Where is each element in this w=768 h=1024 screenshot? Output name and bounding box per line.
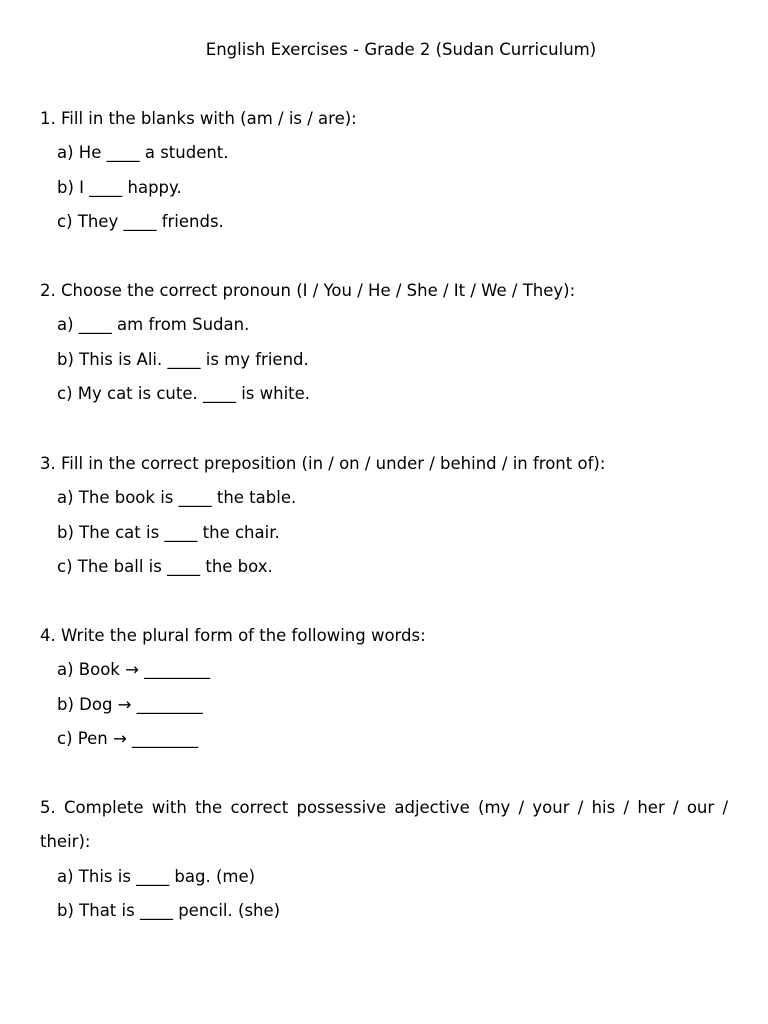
exercise-5 xyxy=(40,791,728,929)
exercise-4-item-a: a) Book → ________ xyxy=(57,660,211,680)
exercise-3-item-a: a) The book is ____ the table. xyxy=(57,488,297,508)
exercise-3-item-b: b) The cat is ____ the chair. xyxy=(57,522,280,542)
worksheet-title: English Exercises - Grade 2 (Sudan Curriculum) xyxy=(205,40,597,59)
exercise-5-item-b: b) That is ____ pencil. (she) xyxy=(57,901,281,921)
exercise-4 xyxy=(40,619,728,757)
exercise-1 xyxy=(40,102,728,240)
exercise-3 xyxy=(40,447,728,585)
exercise-3-item-c: c) The ball is ____ the box. xyxy=(57,557,273,577)
exercise-2-item-b: b) This is Ali. ____ is my friend. xyxy=(57,349,309,369)
exercise-1-item-a: a) He ____ a student. xyxy=(57,143,229,163)
exercise-4-item-c: c) Pen → ________ xyxy=(57,729,199,749)
exercise-5-item-a: a) This is ____ bag. (me) xyxy=(57,866,256,886)
exercise-1-item-b: b) I ____ happy. xyxy=(57,177,182,197)
exercise-1-item-c: c) They ____ friends. xyxy=(57,212,224,232)
exercise-2-item-a: a) ____ am from Sudan. xyxy=(57,315,250,335)
exercise-4-item-b: b) Dog → ________ xyxy=(57,694,203,714)
exercise-5-instruction: 5. Complete with the correct possessive adjective (my / your / his / her / our / their): xyxy=(40,798,728,852)
exercise-1-instruction: 1. Fill in the blanks with (am / is / are): xyxy=(40,109,357,128)
exercise-2-item-c: c) My cat is cute. ____ is white. xyxy=(57,384,311,404)
exercise-2 xyxy=(40,274,728,412)
exercise-3-instruction: 3. Fill in the correct preposition (in / on / under / behind / in front of): xyxy=(40,454,606,473)
exercise-4-instruction: 4. Write the plural form of the following words: xyxy=(40,626,426,645)
exercise-2-instruction: 2. Choose the correct pronoun (I / You / He / She / It / We / They): xyxy=(40,281,576,300)
